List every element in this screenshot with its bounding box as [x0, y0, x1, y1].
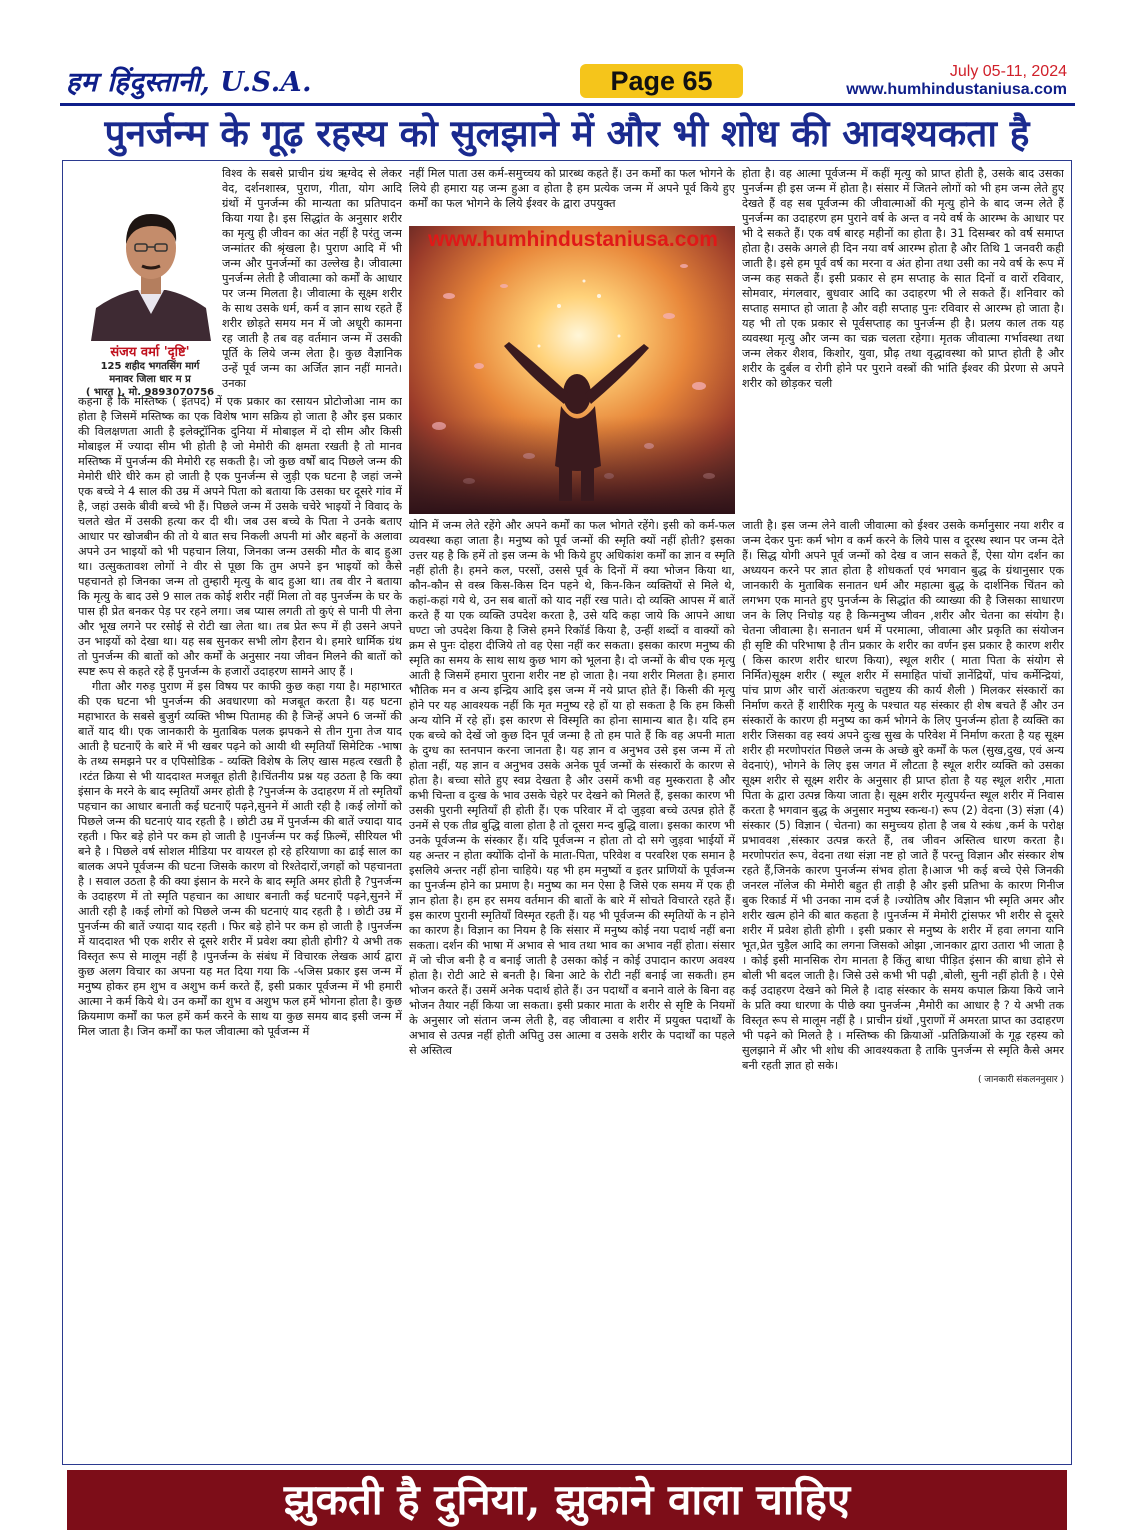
- author-address-line-1: 125 शहीद भगतसिंग मार्ग: [100, 361, 200, 372]
- author-caption: [80, 342, 220, 399]
- col2-top-text: [409, 166, 735, 224]
- source-credit: ( जानकारी संकलननुसार ): [977, 1075, 1064, 1085]
- rebirth-illustration: [409, 226, 735, 514]
- paragraph: योनि में जन्म लेते रहेंगे और अपने कर्मों का फल भोगते रहेंगे। इसी को कर्म-फल व्यवस्था कहा जाता है। मनुष्य को पूर्व जन्मों की स्मृति क्यों नहीं होती? इसका उत्तर यह है कि हमें तो इस जन्म के भी किये हुए अधिकांश कर्मों का ज्ञान व स्मृति नहीं होती है। हमने कल, परसों, उससे पूर्व के दिनों में क्या भोजन किया था, कौन-कौन से वस्त्र किस-किस दिन पहने थे, किन-किन व्यक्तियों से मिले थे, कहां-कहां गये थे, उन सब बातों को याद नहीं रख पाते। दो व्यक्ति आपस में बातें करते हैं या एक व्यक्ति उपदेश करता है, उसे यदि कहा जाये कि आपने आधा घण्टा जो उपदेश किया है जिसे हमने रिकॉर्ड किया है, उन्हीं शब्दों व वाक्यों को क्रम से पुनः दोहरा दीजिये तो वह ऐसा नहीं कर सकता। इसका कारण मनुष्य की स्मृति का समय के साथ साथ कुछ भाग को भूलना है। दो जन्मों के बीच एक मृत्यु आती है जिसमें हमारा पुराना शरीर नष्ट हो जाता है। नया शरीर मिलता है। हमारा भौतिक मन व अन्य इन्द्रिय आदि इस जन्म में नये प्राप्त होते हैं। किसी की मृत्यु होने पर यह आवश्यक नहीं कि मृत मनुष्य रहे हों या हो सकता है कि हम किसी अन्य योनि में रहे हों। इस कारण से विस्मृति का होना सामान्य बात है। यदि हम एक बच्चे को देखें जो कुछ दिन पूर्व जन्मा है तो हम पाते हैं कि वह अपनी माता के दुग्ध का स्तनपान करना जानता है। यह ज्ञान व अनुभव उसे इस जन्म में तो होता नहीं, यह ज्ञान व अनुभव उसके अनेक पूर्व जन्मों के संस्कारों के कारण से होता है। बच्चा सोते हुए स्वप्न देखता है और उसमें कभी वह मुस्कराता है और कभी चिन्ता व दुःख के भाव उसके चेहरे पर देखने को मिलते हैं, इसका कारण भी उसकी पुरानी स्मृतियाँ ही होती हैं। एक परिवार में दो जुड़वा बच्चे उत्पन्न होते हैं उनमें से एक तीव्र बुद्धि वाला होता है तो दूसरा मन्द बुद्धि वाला। इसका कारण भी उनके पूर्वजन्म के संस्कार हैं। यदि पूर्वजन्म न होता तो दो सगे जुड़वा भाईयों में यह अन्तर न होता क्योंकि दोनों के माता-पिता, परिवेश व परवरिश एक समान है इसलिये अन्तर नहीं होना चाहिये। यह भी हम मनुष्यों व इतर प्राणियों के पूर्वजन्म का पुनर्जन्म होने का प्रमाण है। मनुष्य का मन ऐसा है जिसे एक समय में एक ही ज्ञान होता है। हम हर समय वर्तमान की बातों के बारे में सोचते विचारते रहते हैं। इस कारण पुरानी स्मृतियाँ विस्मृत रहती हैं। यह भी पूर्वजन्म की स्मृतियों के न होने का कारण है। विज्ञान का नियम है कि संसार में मनुष्य कोई नया पदार्थ नहीं बना सकता। दर्शन की भाषा में अभाव से भाव तथा भाव का अभाव नहीं होता। संसार में जो चीज बनी है व बनाई जाती है उसका कोई न कोई उपादान कारण अवश्य होता है। रोटी आटे से बनती है। बिना आटे के रोटी नहीं बनाई जा सकती। हम भोजन करते हैं। उसमें अनेक पदार्थ होते हैं। उन पदार्थों व बनाने वाले के बिना वह भोजन तैयार नहीं किया जा सकता। इसी प्रकार माता के शरीर से सृष्टि के नियमों के अनुसार जो संतान जन्म लेती है, वह जीवात्मा व शरीर में प्रयुक्त पदार्थों के अभाव से उत्पन्न नहीं होती अपितु उस आत्मा व उसके शरीर के पदार्थों का पहले से अस्तित्व: [409, 519, 735, 1057]
- col3-body: [742, 518, 1064, 1456]
- col3-top-text: [742, 166, 1064, 518]
- paragraph: नहीं मिल पाता उस कर्म-समुच्चय को प्रारब्ध कहते हैं। उन कर्मों का फल भोगने के लिये ही हमारा यह जन्म हुआ व होता है हम प्रत्येक जन्म में अपने पूर्व किये हुए कर्मों का फल भोगने के लिये ईश्वर के द्वारा उपयुक्त: [409, 167, 735, 210]
- page-number-badge: Page 65: [580, 64, 743, 98]
- col1-top-text: [222, 166, 402, 393]
- masthead-rule: [60, 103, 1075, 106]
- masthead: [60, 60, 1075, 102]
- col2-body: [409, 518, 735, 1456]
- second-story-headline: झुकती है दुनिया, झुकाने वाला चाहिए: [283, 1475, 851, 1524]
- paragraph: कहना है कि मस्तिष्क ( इंतपद) में एक प्रकार का रसायन प्रोटोजोआ नाम का होता है जिसमें मस्तिष्क का एक विशेष भाग सक्रिय हो जाता है और इस प्रकार की विलक्षणता आती है इलेक्ट्रॉनिक दुनिया में मोबाइल में दो सीम और किसी मोबाइल में ज्यादा सीम भी होती है जो मेमोरी की क्षमता रखती है तो मानव मस्तिष्क में पुनर्जन्म की मेमोरी रह सकती है। जो कुछ वर्षों बाद पिछले जन्म की मेमोरी धीरे धीरे कम हो जाती है एक पुनर्जन्म से जुड़ी एक घटना है जहां जन्मे एक बच्चे ने 4 साल की उम्र में अपने पिता को बताया कि उसका घर दूसरे गांव में है, जहां उसके बीवी बच्चे भी हैं। पिछले जन्म में उसके चचेरे भाइयों ने विवाद के चलते खेत में उसकी हत्या कर दी थी। जब उस बच्चे के पिता ने उनके बताए आधार पर खोजबीन की तो ये बात सच निकली अपनी मां और बहनों के अलावा अपने उन भाइयों को भी पहचान लिया, जिनका जन्म उसकी मौत के बाद हुआ था। उत्सुकतावश लोगों ने वीर से पूछा कि तुम अपने इन भाइयों को कैसे पहचानते हो जिनका जन्म तो तुम्हारी मृत्यु के बाद हुआ था। तब वीर ने बताया कि मृत्यु के बाद उसे 9 साल तक कोई शरीर नहीं मिला तो वह पुनर्जन्म के घर के पास ही प्रेत बनकर पेड़ पर रहने लगा। जब प्यास लगती तो कुएं से पानी पी लेना और भूख लगने पर रसोई से रोटी खा लेता था। तब प्रेत रूप में ही उसने अपने उन भाइयों को देखा था। यह सब सुनकर सभी लोग हैरान थे। हमारे धार्मिक ग्रंथ तो पुनर्जन्म की बातों को और कर्मों के अनुसार नया जीवन मिलने की बातों को स्पष्ट रूप से कहते रहे हैं पुनर्जन्म के हजारों उदाहरण सामने आए हैं ।: [78, 395, 402, 678]
- paragraph: विश्व के सबसे प्राचीन ग्रंथ ऋग्वेद से लेकर वेद, दर्शनशास्त्र, पुराण, गीता, योग आदि ग्रंथों में पुनर्जन्म की मान्यता का प्रतिपादन किया गया है। इस सिद्धांत के अनुसार शरीर का मृत्यु ही जीवन का अंत नहीं है परंतु जन्म जन्मांतर की श्रृंखला है। पुराण आदि में भी जन्म और पुनर्जन्मों का उल्लेख है। जीवात्मा पुनर्जन्म लेती है जीवात्मा को कर्मों के आधार पर जन्म मिलता है। जीवात्मा के सूक्ष्म शरीर के साथ उसके धर्म, कर्म व ज्ञान साथ रहते हैं शरीर छोड़ते समय मन में जो अधूरी कामना रह जाती है तब वह वर्तमान जन्म में उसकी पूर्ति के लिये जन्म लेता है। कुछ वैज्ञानिक उन्हें पूर्व जन्म का अर्जित ज्ञान नहीं मानते। उनका: [222, 167, 402, 390]
- author-photo: [86, 186, 216, 341]
- issue-date: July 05-11, 2024: [949, 63, 1067, 80]
- paragraph: गीता और गरुड़ पुराण में इस विषय पर काफी कुछ कहा गया है। महाभारत की एक घटना भी पुनर्जन्म की अवधारणा को मजबूत करता है। यह घटना महाभारत के सबसे बुजुर्ग व्यक्ति भीष्म पितामह की है जिन्हें अपने 6 जन्मों की बातें याद थी। एक जानकारी के मुताबिक पलक झपकने से तीन गुना तेज याद आती है घटनाएँ के बारे में भी खबर पढ़ने को आयी थी स्मृतियाँ सिमेटिक -भाषा के तथ्य समझने पर व एपिसोडिक - व्यक्ति विशेष के लिए खास महत्व रखती है ।रटंत क्रिया से भी याददाश्त मजबूत होती है।चिंतनीय प्रश्न यह उठता है कि क्या इंसान के मरने के बाद स्मृतियाँ अमर होती है ?पुनर्जन्म के उदाहरण में तो स्मृतियाँ पहचान का आधार बनाती कई घटनाएँ पढ़ने,सुनने में आती रही है ।कई लोगों को पिछले जन्म की घटनाएं याद रहती है । छोटी उम्र में पुनर्जन्म की बातें ज्यादा याद रहती । फिर बड़े होने पर कम हो जाती है ।पुनर्जन्म पर कई फ़िल्में, सीरियल भी बने है । पिछले वर्ष सोशल मीडिया पर वायरल हो रहे हरियाणा का ढाई साल का बालक अपने पूर्वजन्म की घटना जिसके कारण वो रिश्तेदारों,जगहों को पहचानता है । सवाल उठता है की क्या इंसान के मरने के बाद स्मृति अमर होती है ?पुनर्जन्म के उदाहरण में तो स्मृति पहचान का आधार बनाती कई घटनाएँ पढ़ने,सुनने में आती रही है ।कई लोगों को पिछले जन्म की घटनाएं याद रहती है । छोटी उम्र में पुनर्जन्म की बातें ज्यादा याद रहती । फिर बड़े होने पर कम हो जाती है ।पुनर्जन्म में याददाश्त भी एक शरीर से दूसरे शरीर में प्रवेश क्या होती होगी? ये अभी तक विस्तृत रूप से मालूम नहीं है ।पुनर्जन्म के संबंध में विचारक लेखक आर्य द्वारा कुछ अलग विचार का अपना यह मत दिया गया कि -५जिस प्रकार इस जन्म में मनुष्य होकर हम शुभ व अशुभ कर्म करते हैं, इसी प्रकार पूर्वजन्म में भी हमारी आत्मा ने कर्म किये थे। उन कर्मों का शुभ व अशुभ फल हमें भोगना होता है। कुछ क्रियमाण कर्मों का फल हमें कर्म करने के साथ या कुछ समय बाद इसी जन्म में मिल जाता है। जिन कर्मों का फल जीवात्मा को पूर्वजन्म में: [78, 680, 402, 1038]
- article-illustration: [409, 226, 735, 514]
- image-watermark-url: www.humhindustaniusa.com: [428, 228, 718, 251]
- col1-body: [78, 394, 402, 1454]
- paragraph: जाती है। इस जन्म लेने वाली जीवात्मा को ईश्वर उसके कर्मानुसार नया शरीर व जन्म देकर पुनः कर्म भोग व कर्म करने के लिये पास व दूरस्थ स्थान पर जन्म देते हैं। सिद्ध योगी अपने पूर्व जन्मों को देख व जान सकते हैं, ऐसा योग दर्शन का अध्ययन करने पर ज्ञात होता है शोधकर्ता एवं भगवान बुद्ध के ग्रंथानुसार एक जानकारी के मुताबिक सनातन धर्म और महात्मा बुद्ध के दार्शनिक चिंतन को लगभग एक मानते हुए पुनर्जन्म के सिद्धांत की व्याख्या की है जिसका साधारण जन के लिए निचोड़ यह है किन्मनुष्य जीवन ,शरीर और चेतना का संयोग है। चेतना जीवात्मा है। सनातन धर्म में परमात्मा, जीवात्मा और प्रकृति का संयोजन ही सृष्टि की परिभाषा है तीन प्रकार के शरीर का वर्णन इस प्रकार है कारण शरीर ( किस कारण शरीर धारण किया), स्थूल शरीर ( माता पिता के संयोग से निर्मित)सूक्ष्म शरीर ( स्थूल शरीर में समाहित पांचों ज्ञानेंद्रियों, पांच कर्मेन्द्रियां, पांच प्राण और चारों अंतःकरण चतुष्टय की कार्य शैली ) मिलकर संस्कारों का निर्माण करते हैं शारीरिक मृत्यु के पश्चात यह संस्कार ही शेष बचते हैं और उन संस्कारों के कारण ही मनुष्य का कर्म भोगने के लिए पुनर्जन्म होता है व्यक्ति का शरीर जिसका वह स्वयं अपने दुःख सुख के परिवेश में निर्माण करता है यह सूक्ष्म शरीर ही मरणोपरांत पिछले जन्म के अच्छे बुरे कर्मों के फल (सुख,दुख, एवं अन्य वेदनाएं), भोगने के लिए इस जगत में लौटता है स्थूल शरीर व्यक्ति को उसका सूक्ष्म शरीर से सूक्ष्म शरीर के अनुसार ही प्राप्त होता है यह स्थूल शरीर ,माता पिता के द्वारा उत्पन्न किया जाता है। सूक्ष्म शरीर मृत्युपर्यन्त स्थूल शरीर में निवास करता है भगवान बुद्ध के अनुसार मनुष्य स्कन्ध-ा) रूप (2) वेदना (3) संज्ञा (4) संस्कार (5) विज्ञान ( चेतना) का समुच्चय होता है जब ये स्कंध ,कर्म के परोक्ष प्रभाववश ,संस्कार उत्पन्न करते हैं, तब जीवन अस्तित्व धारण करता है। मरणोपरांत रूप, वेदना तथा संज्ञा नष्ट हो जाते हैं परन्तु विज्ञान और संस्कार शेष रहते हैं,जिनके कारण पुनर्जन्म संभव होता है।आज भी कई बच्चे ऐसे जिनकी जनरल नॉलेज की मेमोरी बहुत ही ताड़ी है और इसी प्रतिभा के कारण गिनीज बुक रिकार्ड में भी उनका नाम दर्ज है ।ज्योतिष और विज्ञान भी स्मृति अमर और शरीर खत्म होने की बात कहता है ।पुनर्जन्म में मेमोरी ट्रांसफर भी शरीर से दूसरे शरीर में प्रवेश होती होगी । इसी प्रकार से मनुष्य के शरीर में हवा लगना यानि भूत,प्रेत चुड़ैल आदि का लगना जिसको ओझा ,जानकार द्वारा उतारा भी जाता है । कोई इसी मानसिक रोग मानता है किंतु बाधा पीड़ित इंसान की बाधा होने से बोली भी बदल जाती है। जिसे उसे कभी भी पढ़ी ,बोली, सुनी नहीं होती है । ऐसे कई उदाहरण देखने को मिले है ।दाह संस्कार के समय कपाल क्रिया किये जाने के प्रति क्या धारणा के पीछे क्या पुनर्जन्म ,मैमोरी का आधार है ? ये अभी तक विस्तृत रूप से मालूम नहीं है । प्राचीन ग्रंथों ,पुराणों में अमरता प्राप्त का उदाहरण भी पढ़ने को मिलते है । मस्तिष्क की क्रियाओं -प्रतिक्रियाओं के गूढ़ रहस्य को सुलझाने में और भी शोध की आवश्यकता है ताकि पुनर्जन्म से स्मृति कैसे अमर बनी रहती ज्ञात हो सके।: [742, 519, 1064, 1072]
- website-link[interactable]: www.humhindustaniusa.com: [846, 81, 1067, 98]
- publication-title: हम हिंदुस्तानी, U.S.A.: [66, 67, 312, 98]
- author-address-line-2: मनावर जिला धार म प्र: [109, 374, 191, 385]
- author-contact: ( भारत ), मो. 9893070756: [85, 387, 215, 398]
- article-headline: पुनर्जन्म के गूढ़ रहस्य को सुलझाने में और भी शोध की आवश्यकता है: [104, 111, 1030, 155]
- paragraph: होता है। वह आत्मा पूर्वजन्म में कहीं मृत्यु को प्राप्त होती है, उसके बाद उसका पुनर्जन्म ही इस जन्म में होता है। संसार में जितने लोगों को भी हम जन्म लेते हुए देखते हैं वह सब पूर्वजन्म की जीवात्माओं की मृत्यु होने के बाद जन्म लेते हैं पुनर्जन्म का उदाहरण हम पुराने वर्ष के अन्त व नये वर्ष के आरम्भ के आधार पर भी दे सकते हैं। एक वर्ष बारह महीनों का होता है। 31 दिसम्बर को वर्ष समाप्त होता है। उसके अगले ही दिन नया वर्ष आरम्भ होता है और तिथि 1 जनवरी कही जाती है। इसे हम पूर्व वर्ष का मरना व अंत होना तथा उसी का नये वर्ष के रूप में जन्म कह सकते हैं। इसी प्रकार से हम सप्ताह के सात दिनों व वारों रविवार, सोमवार, मंगलवार, बुधवार आदि का उदाहरण भी ले सकते हैं। शनिवार को सप्ताह समाप्त हो जाता है और वही सप्ताह पुनः रविवार से आरम्भ हो जाता है। यह भी तो एक प्रकार से पूर्वसप्ताह का पुनर्जन्म ही है। प्रलय काल तक यह व्यवस्था मृत्यु और जन्म का चक्र चलता रहेगा। मृतक जीवात्मा गर्भावस्था तथा जन्म लेकर शैशव, किशोर, युवा, प्रौढ़ तथा वृद्धावस्था को प्राप्त होती है और शरीर के दुर्बल व रोगी होने पर पुराने वस्त्रों की भांति ईश्वर की प्रेरणा से अपने शरीर को छोड़कर चली: [742, 167, 1064, 390]
- author-portrait-image: [86, 186, 216, 341]
- author-name: संजय वर्मा 'दृष्टि': [110, 345, 190, 360]
